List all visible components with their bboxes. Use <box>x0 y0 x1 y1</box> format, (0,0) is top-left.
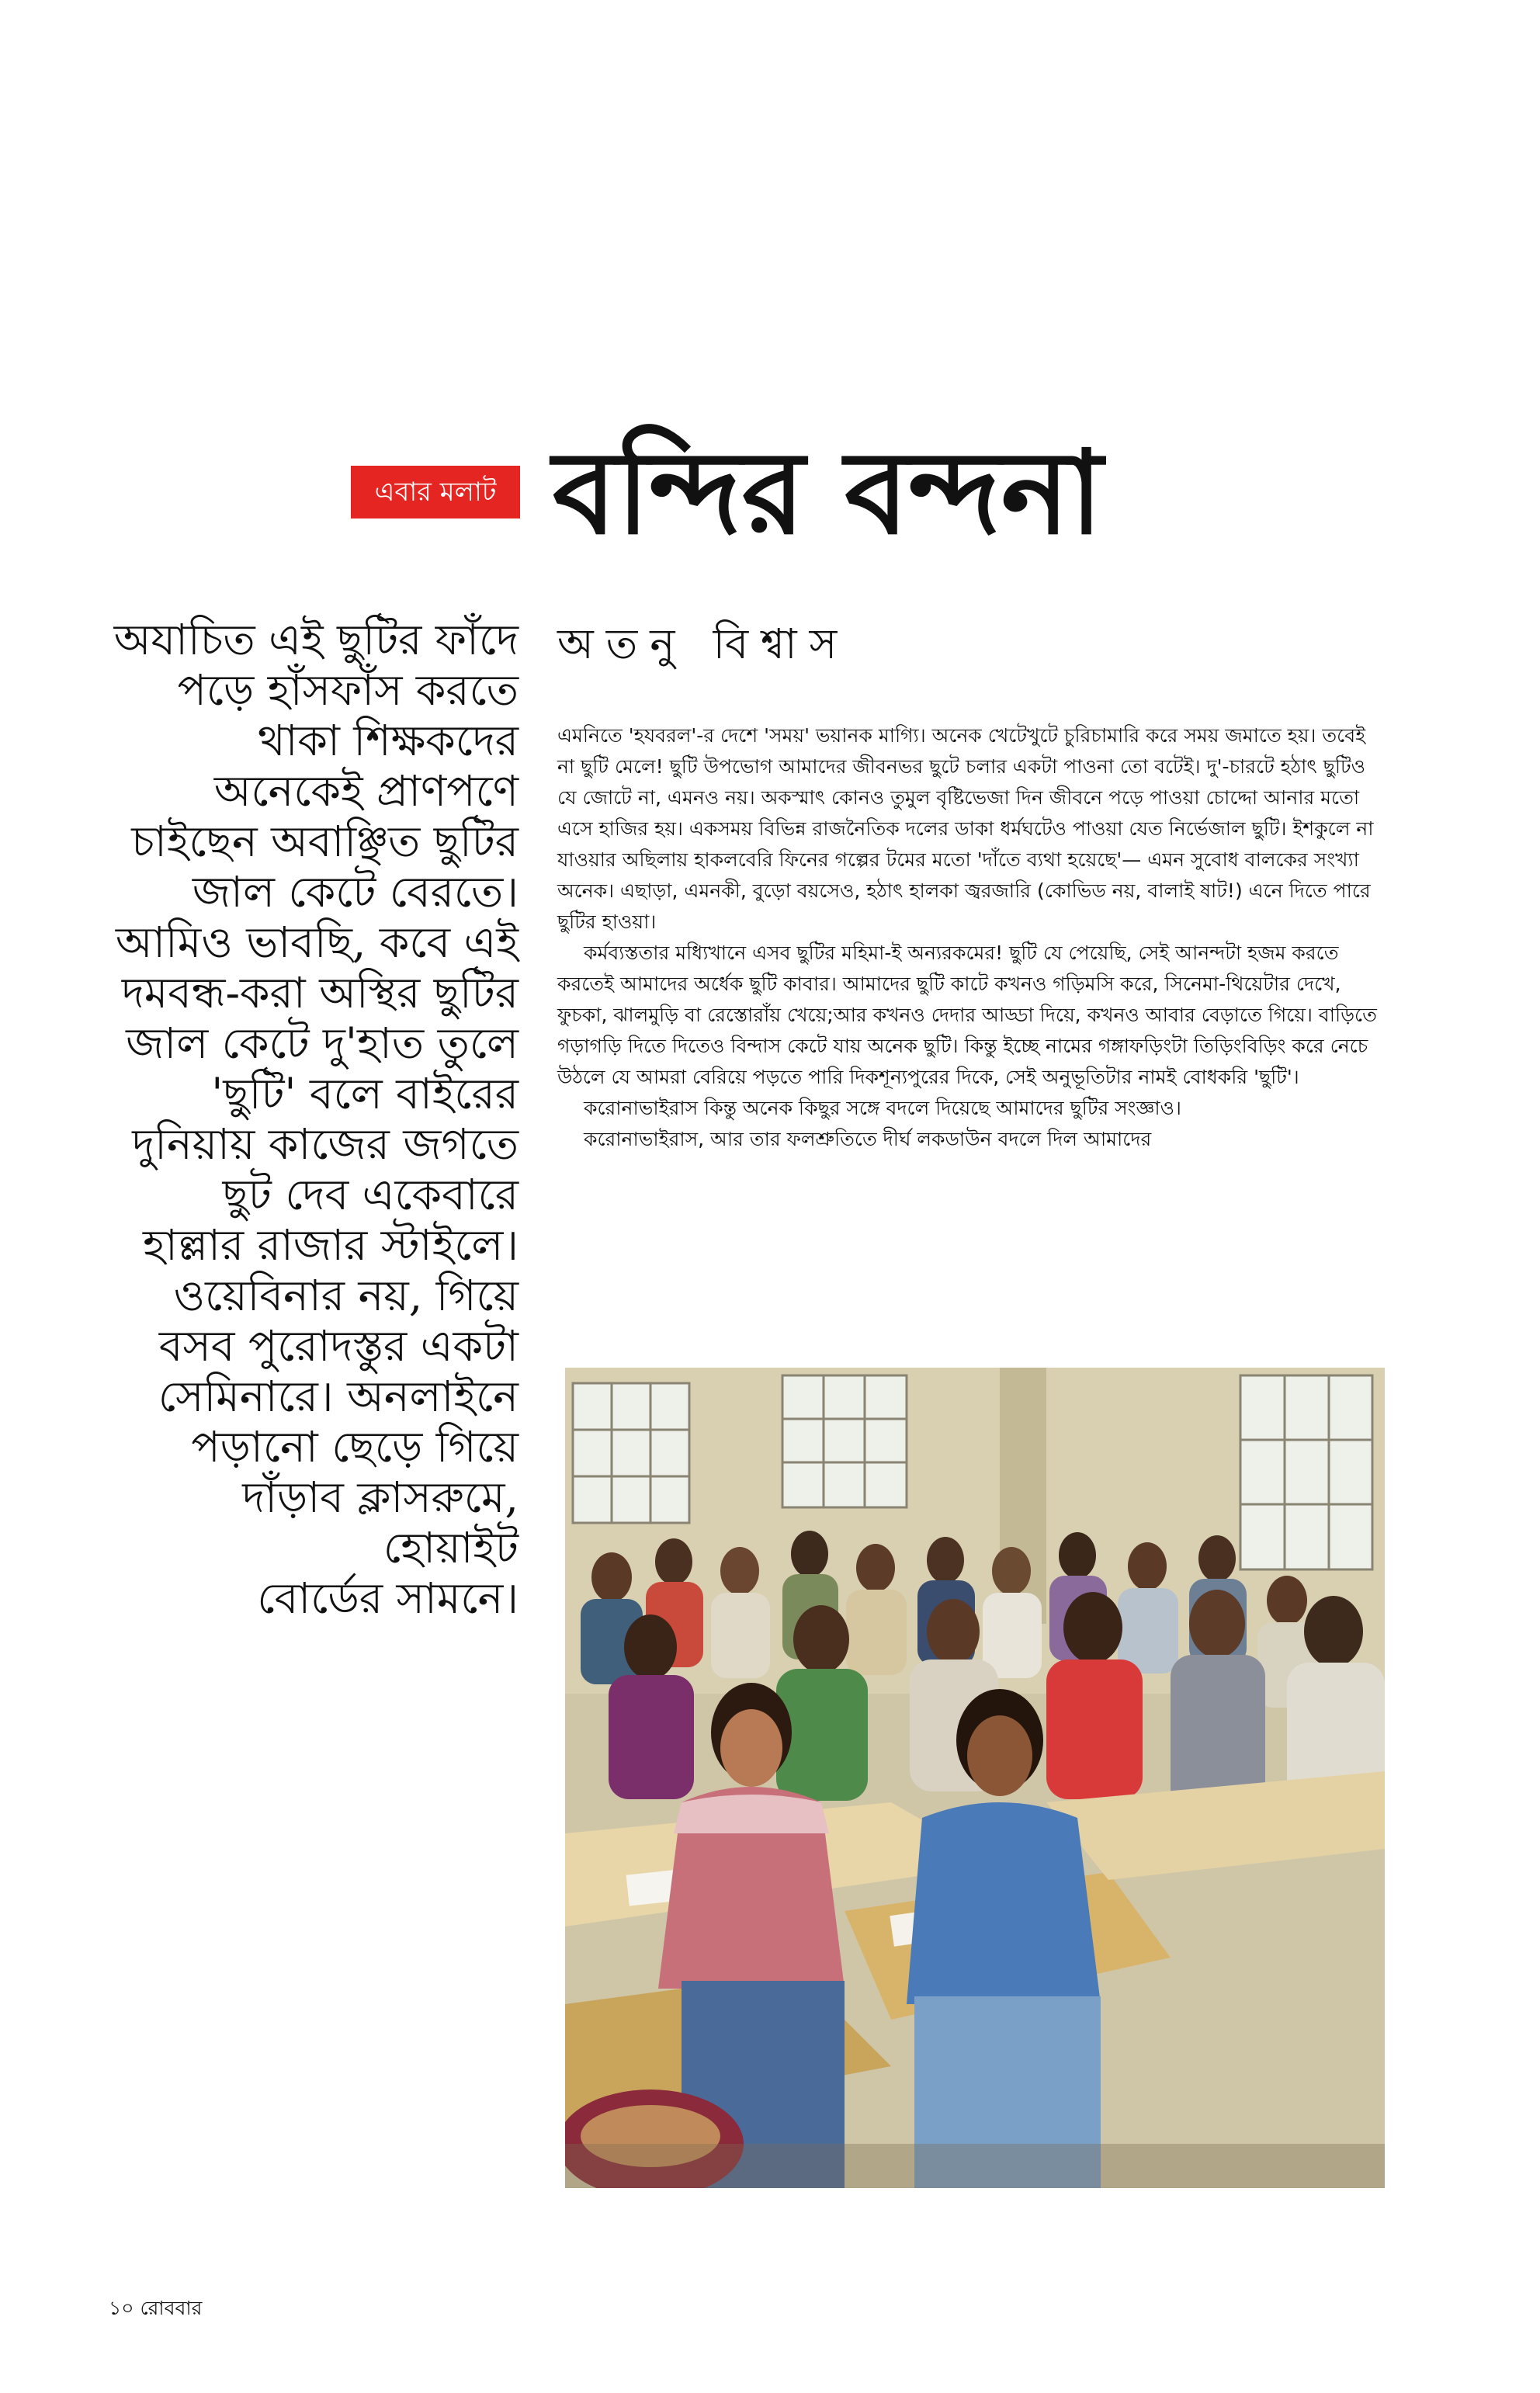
pull-quote-line: সেমিনারে। অনলাইনে <box>158 1372 519 1421</box>
page-footer <box>109 2294 202 2322</box>
article-body <box>557 720 1388 1155</box>
pull-quote-line: অনেকেই প্রাণপণে <box>213 766 519 816</box>
pull-quote-line: দমবন্ধ-করা অস্থির ছুটির <box>121 968 519 1018</box>
pull-quote-line: অযাচিত এই ছুটির ফাঁদে <box>113 615 519 664</box>
pull-quote-line: পড়ে হাঁসফাঁস করতে <box>177 665 519 715</box>
pull-quote-line: বোর্ডের সামনে। <box>257 1573 519 1623</box>
pull-quote-line: দুনিয়ায় কাজের জগতে <box>132 1119 519 1169</box>
window-right <box>1240 1375 1372 1569</box>
pull-quote-line: জাল কেটে বেরতে। <box>192 867 519 917</box>
pull-quote-line: থাকা শিক্ষকদের <box>257 716 519 765</box>
body-paragraph: করোনাভাইরাস, আর তার ফলশ্রুতিতে দীর্ঘ লকডাউন বদলে দিল আমাদের <box>584 1128 1152 1150</box>
window-left <box>573 1383 689 1523</box>
pull-quote-line: জাল কেটে দু'হাত তুলে <box>126 1018 519 1068</box>
pull-quote-line: হোয়াইট <box>383 1523 519 1573</box>
pull-quote-line: পড়ানো ছেড়ে গিয়ে <box>191 1422 519 1472</box>
page-number: ১০ <box>109 2297 134 2319</box>
pull-quote-line: বসব পুরোদস্তুর একটা <box>158 1321 519 1371</box>
window-center <box>782 1375 907 1507</box>
pull-quote-line: চাইছেন অবাঞ্ছিত ছুটির <box>131 817 519 866</box>
pull-quote-line: হাল্লার রাজার স্টাইলে। <box>143 1220 519 1270</box>
publication-name: রোববার <box>140 2297 203 2319</box>
classroom-photo <box>565 1368 1385 2188</box>
pull-quote-line: ছুট দেব একেবারে <box>222 1170 519 1219</box>
body-paragraph: এমনিতে 'হযবরল'-র দেশে 'সময়' ভয়ানক মাগ্যি। অনেক খেটেখুটে চুরিচামারি করে সময় জমাতে হয়। তবেই না ছুটি মেলে! ছুটি উপভোগ আমাদের জীবনভর ছুটে চলার একটা পাওনা তো বটেই। দু'-চারটে হঠাৎ ছুটিও যে জোটে না, এমনও নয়। অকস্মাৎ কোনও তুমুল বৃষ্টিভেজা দিন জীবনে পড়ে পাওয়া চোদ্দো আনার মতো এসে হাজির হয়। একসময় বিভিন্ন রাজনৈতিক দলের ডাকা ধর্মঘটেও পাওয়া যেত নির্ভেজাল ছুটি। ইশকুলে না যাওয়ার অছিলায় হাকলবেরি ফিনের গল্পের টমের মতো 'দাঁতে ব্যথা হয়েছে'— এমন সুবোধ বালকের সংখ্যা অনেক। এছাড়া, এমনকী, বুড়ো বয়সেও, হঠাৎ হালকা জ্বরজারি (কোভিড নয়, বালাই ষাট!) এনে দিতে পারে ছুটির হাওয়া। <box>557 724 1374 933</box>
body-paragraph: করোনাভাইরাস কিন্তু অনেক কিছুর সঙ্গে বদলে দিয়েছে আমাদের ছুটির সংজ্ঞাও। <box>584 1097 1181 1119</box>
pull-quote <box>109 615 519 1624</box>
pull-quote-line: ওয়েবিনার নয়, গিয়ে <box>173 1271 519 1320</box>
body-paragraph: কর্মব্যস্ততার মধ্যিখানে এসব ছুটির মহিমা-ই অন্যরকমের! ছুটি যে পেয়েছি, সেই আনন্দটা হজম করতে করতেই আমাদের অর্ধেক ছুটি কাবার। আমাদের ছুটি কাটে কখনও গড়িমসি করে, সিনেমা-থিয়েটার দেখে, ফুচকা, ঝালমুড়ি বা রেস্তোরাঁয় খেয়ে;আর কখনও দেদার আড্ডা দিয়ে, কখনও আবার বেড়াতে গিয়ে। বাড়িতে গড়াগড়ি দিতে দিতেও বিন্দাস কেটে যায় অনেক ছুটি। কিন্তু ইচ্ছে নামের গঙ্গাফড়িংটা তিড়িংবিড়িং করে নেচে উঠলে যে আমরা বেরিয়ে পড়তে পারি দিকশূন্যপুরের দিকে, সেই অনুভূতিটার নামই বোধকরি 'ছুটি'। <box>557 942 1377 1088</box>
headline: বন্দির বন্দনা <box>553 426 1103 560</box>
section-badge: এবার মলাট <box>351 466 520 518</box>
author-byline: অতনু বিশ্বাস <box>557 619 850 668</box>
pull-quote-line: আমিও ভাবছি, কবে এই <box>115 917 519 967</box>
pull-quote-line: 'ছুটি' বলে বাইরের <box>211 1069 519 1118</box>
pull-quote-line: দাঁড়াব ক্লাসরুমে, <box>242 1472 519 1522</box>
